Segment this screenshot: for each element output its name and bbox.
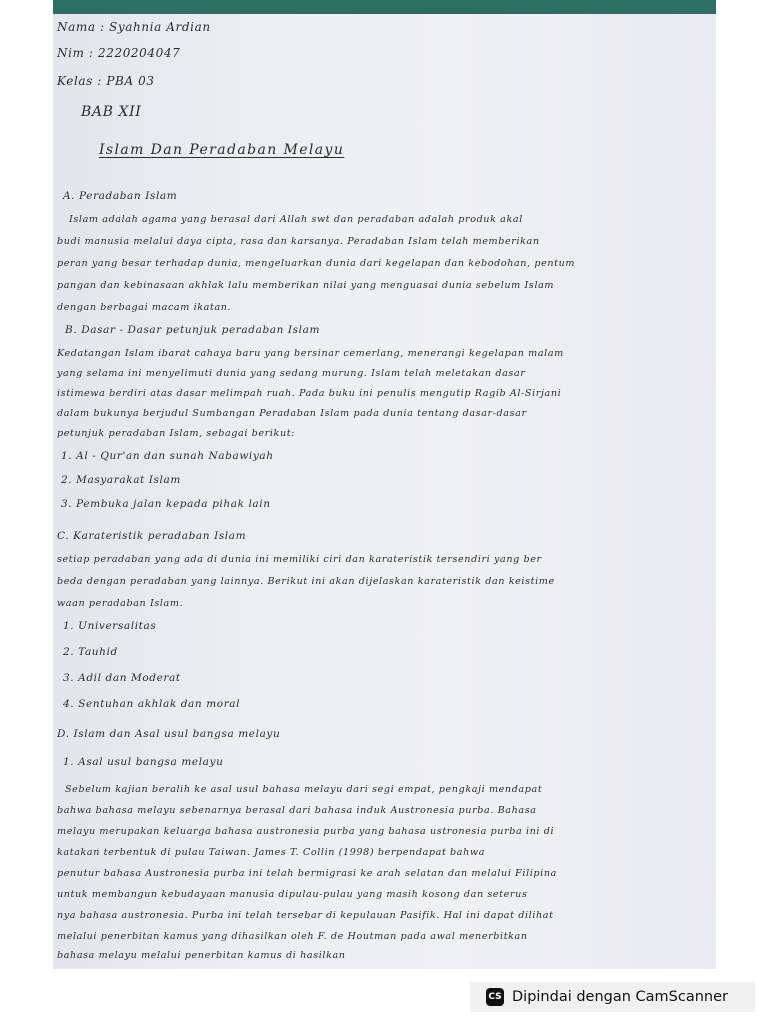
section-a-line: budi manusia melalui daya cipta, rasa dan karsanya. Peradaban Islam telah memberikan bbox=[57, 236, 540, 247]
section-a-heading: A. Peradaban Islam bbox=[63, 190, 178, 202]
section-b-line: dalam bukunya berjudul Sumbangan Peradaban Islam pada dunia tentang dasar-dasar bbox=[57, 408, 527, 419]
section-b-line: yang selama ini menyelimuti dunia yang sedang murung. Islam telah meletakan dasar bbox=[57, 368, 526, 379]
section-b-item: 3. Pembuka jalan kepada pihak lain bbox=[61, 498, 271, 510]
section-d-line: Sebelum kajian beralih ke asal usul bahasa melayu dari segi empat, pengkaji mendapat bbox=[65, 784, 543, 795]
section-d-heading: D. Islam dan Asal usul bangsa melayu bbox=[57, 728, 281, 740]
section-d-line: melayu merupakan keluarga bahasa austronesia purba yang bahasa ustronesia purba ini di bbox=[57, 826, 555, 837]
scan-top-edge bbox=[53, 0, 716, 14]
chapter-label: BAB XII bbox=[81, 104, 142, 120]
section-d-line: penutur bahasa Austronesia purba ini telah bermigrasi ke arah selatan dan melalui Filipina bbox=[57, 868, 557, 879]
section-b-line: istimewa berdiri atas dasar melimpah ruah. Pada buku ini penulis mengutip Ragib Al-Sirjani bbox=[57, 388, 562, 399]
camscanner-logo-icon: CS bbox=[486, 988, 504, 1006]
section-d-line: bahwa bahasa melayu sebenarnya berasal dari bahasa induk Austronesia purba. Bahasa bbox=[57, 805, 537, 816]
scanned-page bbox=[53, 14, 716, 969]
section-d-subheading: 1. Asal usul bangsa melayu bbox=[63, 756, 224, 768]
section-c-line: beda dengan peradaban yang lainnya. Berikut ini akan dijelaskan karateristik dan keistime bbox=[57, 576, 555, 587]
student-name: Nama : Syahnia Ardian bbox=[57, 20, 211, 34]
section-d-line: bahasa melayu melalui penerbitan kamus di hasilkan bbox=[57, 950, 346, 961]
section-c-line: setiap peradaban yang ada di dunia ini memiliki ciri dan karateristik tersendiri yang ber bbox=[57, 554, 542, 565]
section-b-heading: B. Dasar - Dasar petunjuk peradaban Islam bbox=[65, 324, 321, 336]
student-nim: Nim : 2220204047 bbox=[57, 46, 181, 60]
section-c-line: waan peradaban Islam. bbox=[57, 598, 184, 609]
section-d-line: nya bahasa austronesia. Purba ini telah tersebar di kepulauan Pasifik. Hal ini dapat dilihat bbox=[57, 910, 554, 921]
section-b-item: 1. Al - Qur'an dan sunah Nabawiyah bbox=[61, 450, 274, 462]
section-a-line: dengan berbagai macam ikatan. bbox=[57, 302, 232, 313]
section-b-item: 2. Masyarakat Islam bbox=[61, 474, 181, 486]
section-d-line: katakan terbentuk di pulau Taiwan. James T. Collin (1998) berpendapat bahwa bbox=[57, 847, 486, 858]
section-a-line: pangan dan kebinasaan akhlak lalu memberikan nilai yang menguasai dunia sebelum Islam bbox=[57, 280, 555, 291]
section-d-line: melalui penerbitan kamus yang dihasilkan oleh F. de Houtman pada awal menerbitkan bbox=[57, 931, 528, 942]
section-c-item: 2. Tauhid bbox=[63, 646, 118, 658]
section-a-line: Islam adalah agama yang berasal dari Allah swt dan peradaban adalah produk akal bbox=[69, 214, 523, 225]
section-b-line: petunjuk peradaban Islam, sebagai berikut: bbox=[57, 428, 296, 439]
section-a-line: peran yang besar terhadap dunia, mengeluarkan dunia dari kegelapan dan kebodohan, pentum bbox=[57, 258, 576, 269]
section-b-line: Kedatangan Islam ibarat cahaya baru yang bersinar cemerlang, menerangi kegelapan malam bbox=[57, 348, 564, 359]
camscanner-text: Dipindai dengan CamScanner bbox=[512, 989, 729, 1005]
section-c-heading: C. Karateristik peradaban Islam bbox=[57, 530, 247, 542]
section-c-item: 1. Universalitas bbox=[63, 620, 157, 632]
student-class: Kelas : PBA 03 bbox=[57, 74, 155, 88]
section-c-item: 4. Sentuhan akhlak dan moral bbox=[63, 698, 241, 710]
section-d-line: untuk membangun kebudayaan manusia dipulau-pulau yang masih kosong dan seterus bbox=[57, 889, 528, 900]
section-c-item: 3. Adil dan Moderat bbox=[63, 672, 181, 684]
camscanner-watermark bbox=[470, 982, 755, 1012]
page-title: Islam Dan Peradaban Melayu bbox=[99, 142, 345, 158]
